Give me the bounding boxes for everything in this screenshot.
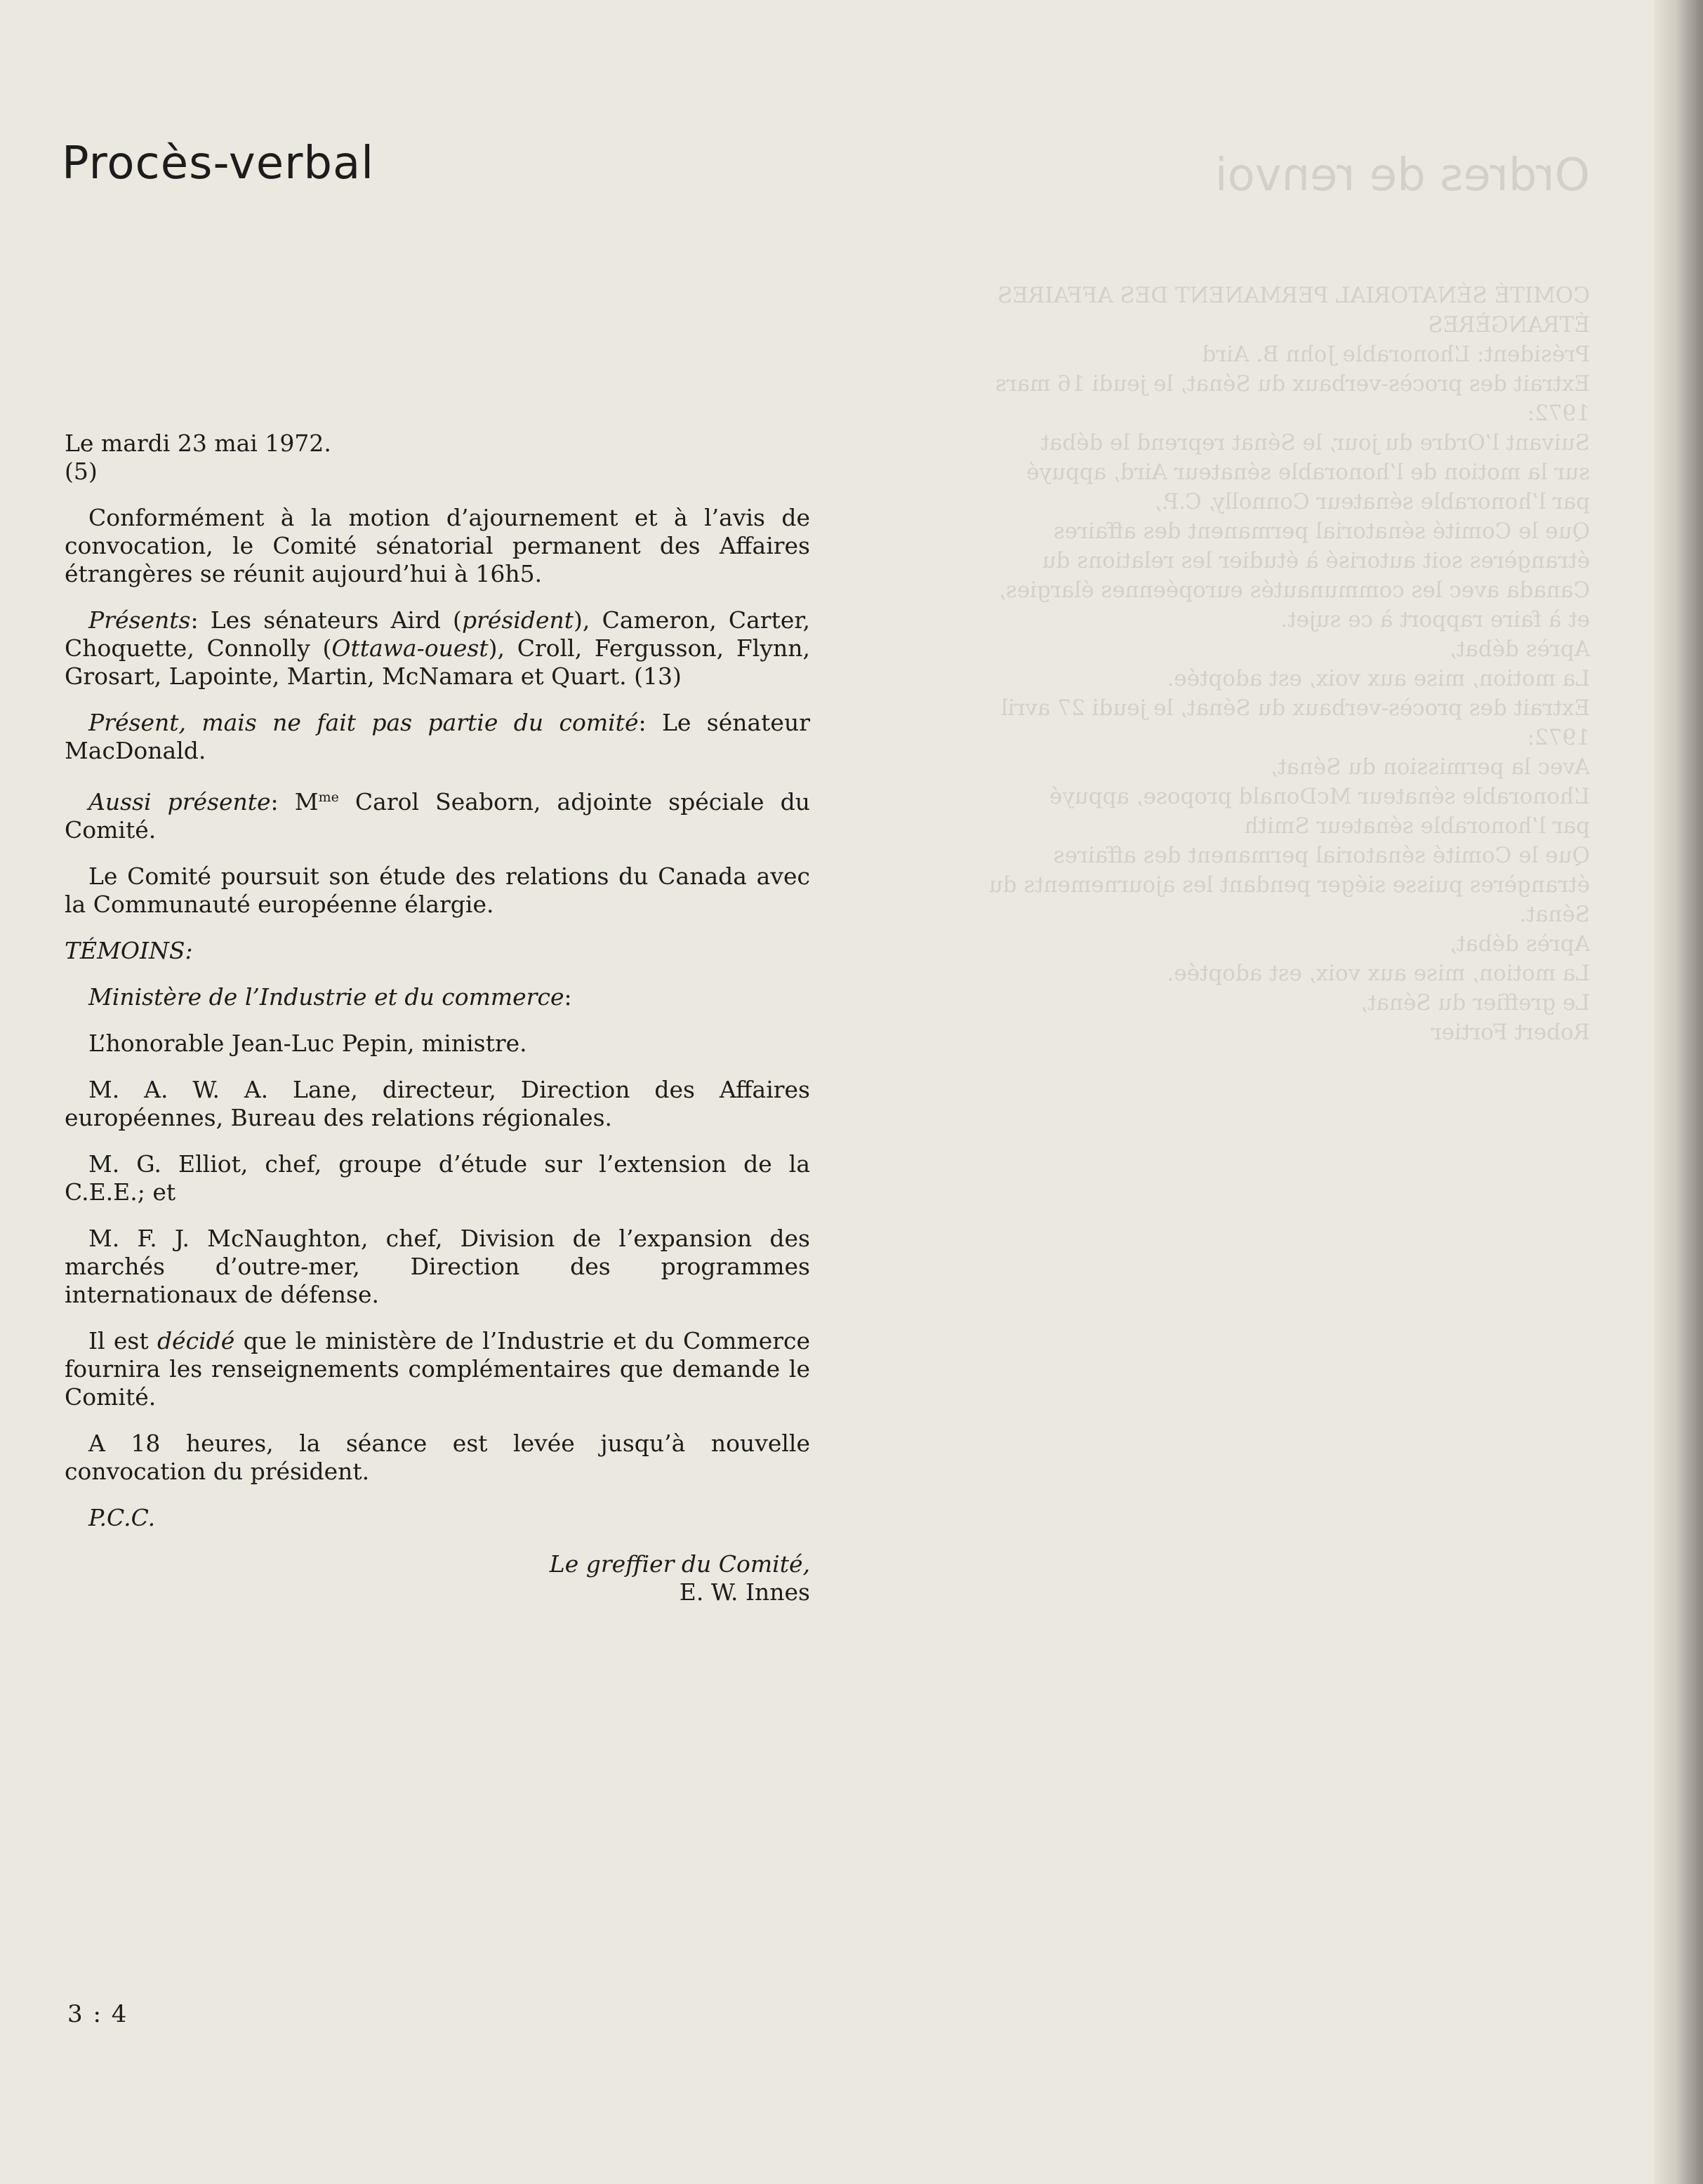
decision-keyword: décidé (157, 1327, 235, 1354)
witness-item: L’honorable Jean-Luc Pepin, ministre. (88, 1030, 527, 1057)
bleed-line: Canada avec les communautés européennes élargies, (999, 578, 1590, 603)
signature-name: E. W. Innes (679, 1578, 810, 1606)
opening-paragraph: Conformément à la motion d’ajournement et à l’avis de convocation, le Comité sénatorial permanent des Affaires étrangères se réunit aujourd’hui à 16h5. (65, 504, 810, 587)
bleed-line: Avec la permission du Sénat, (1271, 754, 1590, 780)
bleed-through-text (825, 147, 1590, 1200)
present-label: Présents (88, 606, 191, 634)
minutes-column (65, 430, 810, 1606)
page-binding-edge (1654, 0, 1703, 2184)
bleed-line: ÉTRANGÈRES (1428, 312, 1590, 338)
adjournment-paragraph: A 18 heures, la séance est levée jusqu’à nouvelle convocation du président. (65, 1430, 810, 1485)
bleed-through-title: Ordres de renvoi (1214, 149, 1590, 201)
non-member-present (65, 709, 810, 765)
bleed-line: par l’honorable sénateur Connolly, C.P., (1154, 489, 1590, 514)
sitting-number: (5) (65, 458, 98, 485)
bleed-line: Que le Comité sénatorial permanent des affaires (1053, 843, 1590, 868)
bleed-line: Extrait des procès-verbaux du Sénat, le jeudi 27 avril (1000, 695, 1590, 721)
also-present (65, 783, 810, 844)
bleed-line: Le greffier du Sénat, (1360, 990, 1590, 1016)
witness-item: M. G. Elliot, chef, groupe d’étude sur l’extension de la C.E.E.; et (65, 1150, 810, 1206)
page-number: 3 : 4 (67, 2000, 128, 2028)
bleed-line: étrangères soit autorisé à étudier les relations du (1042, 548, 1590, 573)
witness-item: M. A. W. A. Lane, directeur, Direction des Affaires européennes, Bureau des relations régionales. (65, 1076, 810, 1131)
members-present (65, 606, 810, 691)
bleed-line: 1972: (1527, 401, 1590, 426)
also-present-text: : M (270, 788, 319, 815)
bleed-line: Sénat. (1519, 902, 1590, 927)
witnesses-heading (65, 937, 810, 965)
witness-item: M. F. J. McNaughton, chef, Division de l’expansion des marchés d’outre-mer, Direction des programmes internationaux de défense. (65, 1225, 810, 1308)
chair-role: président (461, 606, 574, 634)
study-paragraph: Le Comité poursuit son étude des relations du Canada avec la Communauté européenne élargie. (65, 863, 810, 918)
also-present-label: Aussi présente (88, 788, 271, 815)
decision-text: que le ministère de l’Industrie et du Commerce fournira les renseignements complémentaires que demande le Comité. (65, 1327, 811, 1411)
bleed-line: Que le Comité sénatorial permanent des affaires (1053, 519, 1590, 544)
page-title: Procès-verbal (62, 138, 374, 189)
members-text: : Les sénateurs Aird ( (190, 606, 462, 634)
bleed-line: 1972: (1527, 725, 1590, 750)
bleed-line: sur la motion de l’honorable sénateur Aird, appuyé (1026, 460, 1590, 485)
meeting-date: Le mardi 23 mai 1972. (65, 430, 331, 457)
bleed-line: et à faire rapport à ce sujet. (1280, 607, 1590, 632)
bleed-line: Extrait des procès-verbaux du Sénat, le jeudi 16 mars (995, 371, 1590, 397)
bleed-line: La motion, mise aux voix, est adoptée. (1167, 666, 1590, 691)
bleed-line: par l’honorable sénateur Smith (1244, 813, 1590, 839)
bleed-line: Robert Fortier (1431, 1020, 1590, 1045)
bleed-line: COMITÉ SÉNATORIAL PERMANENT DES AFFAIRES (998, 283, 1590, 308)
bleed-line: étrangères puisse siéger pendant les ajournements du (988, 872, 1590, 898)
ministry-name: Ministère de l’Industrie et du commerce (88, 983, 564, 1011)
non-member-label: Présent, mais ne fait pas partie du comité (88, 709, 639, 736)
ministry-colon: : (564, 983, 572, 1011)
bleed-line: Après débat, (1450, 931, 1590, 957)
decision-text: Il est (88, 1327, 157, 1354)
non-member-text: : Le sénateur MacDonald. (65, 709, 810, 764)
members-text: ), Croll, Fergusson, Flynn, Grosart, Lapointe, Martin, McNamara et Quart. (13) (65, 634, 811, 690)
bleed-line: La motion, mise aux voix, est adoptée. (1167, 961, 1590, 986)
ministry-heading (65, 983, 810, 1011)
clerk-title: Le greffier du Comité, (549, 1550, 810, 1578)
pcc-text: P.C.C. (88, 1504, 156, 1531)
decision-paragraph (65, 1327, 810, 1411)
title-superscript: me (318, 790, 339, 805)
bleed-line: Suivant l’Ordre du jour, le Sénat reprend le débat (1040, 430, 1590, 455)
signature-title (65, 1550, 810, 1578)
also-present-text: Carol Seaborn, adjointe spéciale du Comité. (65, 788, 811, 844)
members-text: ), Cameron, Carter, Choquette, Connolly ( (65, 606, 810, 662)
witnesses-heading-text: TÉMOINS: (65, 937, 193, 964)
certified-copy (65, 1504, 810, 1532)
bleed-line: L’honorable sénateur McDonald propose, appuyé (1049, 784, 1590, 809)
senator-district: Ottawa-ouest (331, 634, 489, 662)
bleed-line: Président: L’honorable John B. Aird (1202, 342, 1590, 367)
bleed-line: Après débat, (1450, 637, 1590, 662)
